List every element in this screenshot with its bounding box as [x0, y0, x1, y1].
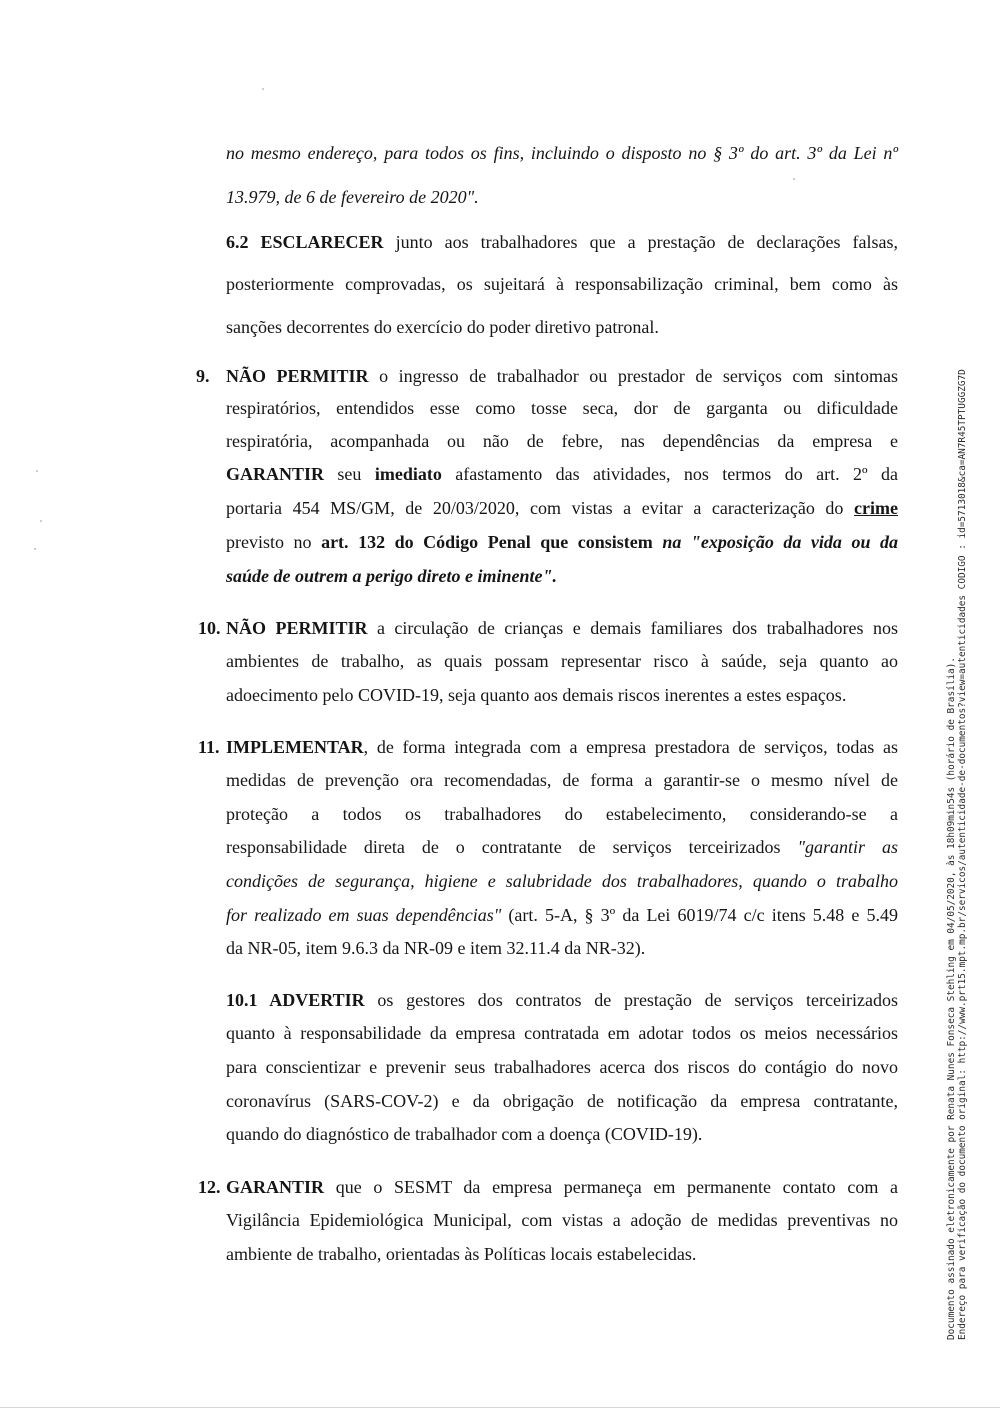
item-11-line-5: condições de segurança, higiene e salubridade dos trabalhadores, quando o trabalho [226, 871, 898, 891]
item-9-number: 9. [196, 366, 210, 386]
scan-speck [793, 178, 795, 180]
item-9-line-2: respiratórios, entendidos esse como tosse seca, dor de garganta ou dificuldade [226, 398, 898, 418]
subitem-6-2-label: 6.2 ESCLARECER [226, 232, 384, 252]
item-11-line-1: IMPLEMENTAR, de forma integrada com a empresa prestadora de serviços, todas as [226, 737, 898, 757]
continuation-line-2: 13.979, de 6 de fevereiro de 2020". [226, 187, 479, 207]
scan-speck [262, 88, 264, 90]
subitem-6-2-line-3: sanções decorrentes do exercício do poder diretivo patronal. [226, 317, 659, 337]
item-9-line-1: NÃO PERMITIR o ingresso de trabalhador ou prestador de serviços com sintomas [226, 366, 898, 386]
item-9-line-6: previsto no art. 132 do Código Penal que consistem na "exposição da vida ou da [226, 532, 898, 552]
item-9-line-7: saúde de outrem a perigo direto e iminente". [226, 566, 557, 586]
item-9-line-3: respiratória, acompanhada ou não de febre, nas dependências da empresa e [226, 431, 898, 451]
item-11-line-2: medidas de prevenção ora recomendadas, de forma a garantir-se o mesmo nível de [226, 770, 898, 790]
item-12-line-1: GARANTIR que o SESMT da empresa permaneça em permanente contato com a [226, 1177, 898, 1197]
scan-bottom-edge [0, 1407, 1000, 1408]
scan-speck [36, 470, 38, 472]
subitem-6-2-line-1: 6.2 ESCLARECER junto aos trabalhadores que a prestação de declarações falsas, [226, 232, 898, 252]
item-11-line-6: for realizado em suas dependências" (art. 5-A, § 3º da Lei 6019/74 c/c itens 5.48 e 5.49 [226, 905, 899, 925]
subitem-10-1-line-1: 10.1 ADVERTIR os gestores dos contratos de prestação de serviços terceirizados [226, 990, 898, 1010]
item-12-line-3: ambiente de trabalho, orientadas às Políticas locais estabelecidas. [226, 1244, 697, 1264]
item-11-line-4: responsabilidade direta de o contratante de serviços terceirizados "garantir as [226, 837, 899, 857]
subitem-10-1-label: 10.1 ADVERTIR [226, 990, 365, 1010]
item-12-number: 12. [198, 1177, 221, 1197]
subitem-10-1-line-5: quando do diagnóstico de trabalhador com a doença (COVID-19). [226, 1124, 703, 1144]
item-10-line-3: adoecimento pelo COVID-19, seja quanto aos demais riscos inerentes a estes espaços. [226, 685, 847, 705]
subitem-10-1-line-2: quanto à responsabilidade da empresa contratada em adotar todos os meios necessários [226, 1023, 898, 1043]
item-11-number: 11. [198, 737, 220, 757]
scan-speck [34, 548, 36, 550]
item-9-line-5: portaria 454 MS/GM, de 20/03/2020, com vistas a evitar a caracterização do crime [226, 498, 898, 518]
item-11-line-3: proteção a todos os trabalhadores do estabelecimento, considerando-se a [226, 804, 898, 824]
subitem-6-2-line-2: posteriormente comprovadas, os sujeitará à responsabilização criminal, bem como às [226, 274, 898, 294]
subitem-10-1-line-4: coronavírus (SARS-COV-2) e da obrigação de notificação da empresa contratante, [226, 1091, 898, 1111]
item-10-number: 10. [198, 618, 221, 638]
item-12-line-2: Vigilância Epidemiológica Municipal, com vistas a adoção de medidas preventivas no [226, 1210, 898, 1230]
continuation-line-1: no mesmo endereço, para todos os fins, incluindo o disposto no § 3º do art. 3º da Lei nº [226, 143, 898, 163]
signature-verification-stamp [946, 369, 968, 1340]
item-10-line-1: NÃO PERMITIR a circulação de crianças e demais familiares dos trabalhadores nos [226, 618, 898, 638]
item-11-line-7: da NR-05, item 9.6.3 da NR-09 e item 32.11.4 da NR-32). [226, 938, 646, 958]
stamp-signature-line: Documento assinado eletronicamente por Renata Nunes Fonseca Stehling em 04/05/2020, às 18h09min54s (horário de Brasília). [946, 657, 957, 1340]
stamp-verification-line: Endereço para verificação do documento original: http://www.prt15.mpt.mp.br/servicos/autenticidade-de-documentos?view=autenticidades CODIGO : id=5713018&ca=AN7R45TPTUGGZG7D [957, 369, 968, 1340]
subitem-10-1-line-3: para conscientizar e prevenir seus trabalhadores acerca dos riscos do contágio do novo [226, 1057, 898, 1077]
item-9-line-4: GARANTIR seu imediato afastamento das atividades, nos termos do art. 2º da [226, 464, 898, 484]
scan-speck [40, 520, 42, 522]
item-10-line-2: ambientes de trabalho, as quais possam representar risco à saúde, seja quanto ao [226, 651, 898, 671]
